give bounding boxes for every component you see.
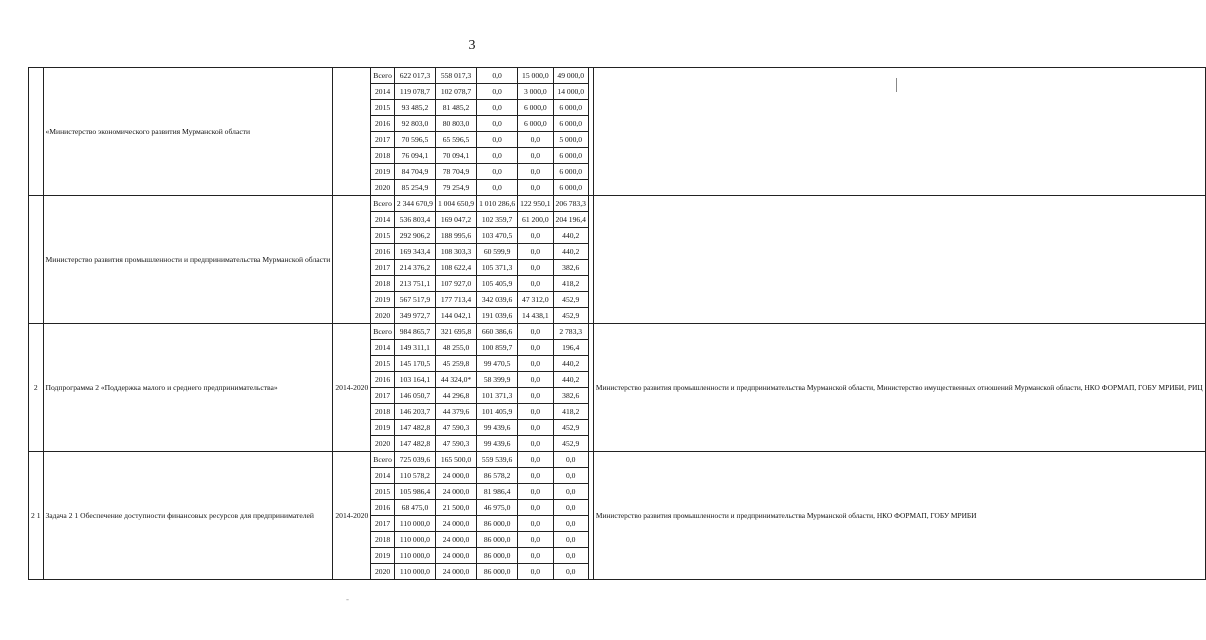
amount-cell: 292 906,2 xyxy=(394,228,435,244)
amount-cell: 84 704,9 xyxy=(394,164,435,180)
amount-cell: 452,9 xyxy=(553,308,588,324)
amount-cell: 47 590,3 xyxy=(435,420,476,436)
amount-cell: 21 500,0 xyxy=(435,500,476,516)
amount-cell: 0,0 xyxy=(518,548,553,564)
amount-cell: 559 539,6 xyxy=(477,452,518,468)
year-cell: 2015 xyxy=(371,100,395,116)
amount-cell: 44 324,0* xyxy=(435,372,476,388)
amount-cell: 0,0 xyxy=(553,564,588,580)
section-index xyxy=(29,68,44,196)
amount-cell: 103 164,1 xyxy=(394,372,435,388)
amount-cell: 0,0 xyxy=(553,548,588,564)
amount-cell: 0,0 xyxy=(518,516,553,532)
amount-cell: 0,0 xyxy=(477,100,518,116)
year-cell: 2014 xyxy=(371,212,395,228)
amount-cell: 349 972,7 xyxy=(394,308,435,324)
amount-cell: 49 000,0 xyxy=(553,68,588,84)
amount-cell: 110 000,0 xyxy=(394,532,435,548)
year-cell: 2017 xyxy=(371,260,395,276)
amount-cell: 214 376,2 xyxy=(394,260,435,276)
amount-cell: 6 000,0 xyxy=(553,100,588,116)
amount-cell: 46 975,0 xyxy=(477,500,518,516)
amount-cell: 0,0 xyxy=(477,180,518,196)
amount-cell: 81 485,2 xyxy=(435,100,476,116)
amount-cell: 165 500,0 xyxy=(435,452,476,468)
amount-cell: 101 405,9 xyxy=(477,404,518,420)
amount-cell: 0,0 xyxy=(477,116,518,132)
amount-cell: 0,0 xyxy=(518,148,553,164)
amount-cell: 93 485,2 xyxy=(394,100,435,116)
amount-cell: 558 017,3 xyxy=(435,68,476,84)
year-cell: 2019 xyxy=(371,164,395,180)
section-index xyxy=(29,196,44,324)
amount-cell: 0,0 xyxy=(518,276,553,292)
amount-cell: 0,0 xyxy=(553,516,588,532)
amount-cell: 147 482,8 xyxy=(394,436,435,452)
amount-cell: 3 000,0 xyxy=(518,84,553,100)
year-cell: 2020 xyxy=(371,564,395,580)
amount-cell: 0,0 xyxy=(553,500,588,516)
amount-cell: 204 196,4 xyxy=(553,212,588,228)
amount-cell: 14 438,1 xyxy=(518,308,553,324)
amount-cell: 99 439,6 xyxy=(477,420,518,436)
amount-cell: 725 039,6 xyxy=(394,452,435,468)
amount-cell: 79 254,9 xyxy=(435,180,476,196)
amount-cell: 102 359,7 xyxy=(477,212,518,228)
amount-cell: 65 596,5 xyxy=(435,132,476,148)
amount-cell: 76 094,1 xyxy=(394,148,435,164)
amount-cell: 0,0 xyxy=(518,452,553,468)
amount-cell: 145 170,5 xyxy=(394,356,435,372)
year-cell: 2014 xyxy=(371,84,395,100)
scan-top-mark xyxy=(672,0,712,3)
amount-cell: 99 470,5 xyxy=(477,356,518,372)
amount-cell: 119 078,7 xyxy=(394,84,435,100)
amount-cell: 86 000,0 xyxy=(477,548,518,564)
amount-cell: 144 042,1 xyxy=(435,308,476,324)
amount-cell: 0,0 xyxy=(518,564,553,580)
amount-cell: 440,2 xyxy=(553,356,588,372)
amount-cell: 44 296,8 xyxy=(435,388,476,404)
year-cell: 2017 xyxy=(371,516,395,532)
amount-cell: 0,0 xyxy=(553,468,588,484)
amount-cell: 191 039,6 xyxy=(477,308,518,324)
amount-cell: 440,2 xyxy=(553,244,588,260)
year-cell: 2014 xyxy=(371,340,395,356)
amount-cell: 6 000,0 xyxy=(553,148,588,164)
amount-cell: 24 000,0 xyxy=(435,516,476,532)
amount-cell: 0,0 xyxy=(518,356,553,372)
amount-cell: 15 000,0 xyxy=(518,68,553,84)
year-cell: Всего xyxy=(371,452,395,468)
section-period: 2014-2020 xyxy=(333,324,371,452)
table-row xyxy=(29,452,1206,468)
scan-speck: - xyxy=(346,594,349,604)
amount-cell: 418,2 xyxy=(553,404,588,420)
amount-cell: 45 259,8 xyxy=(435,356,476,372)
amount-cell: 110 000,0 xyxy=(394,516,435,532)
amount-cell: 452,9 xyxy=(553,292,588,308)
amount-cell: 452,9 xyxy=(553,420,588,436)
year-cell: 2020 xyxy=(371,308,395,324)
amount-cell: 24 000,0 xyxy=(435,564,476,580)
amount-cell: 78 704,9 xyxy=(435,164,476,180)
amount-cell: 108 303,3 xyxy=(435,244,476,260)
amount-cell: 342 039,6 xyxy=(477,292,518,308)
amount-cell: 0,0 xyxy=(553,452,588,468)
amount-cell: 2 783,3 xyxy=(553,324,588,340)
amount-cell: 146 203,7 xyxy=(394,404,435,420)
year-cell: 2014 xyxy=(371,468,395,484)
year-cell: 2017 xyxy=(371,132,395,148)
amount-cell: 0,0 xyxy=(518,420,553,436)
section-index: 2 1 xyxy=(29,452,44,580)
amount-cell: 0,0 xyxy=(518,132,553,148)
amount-cell: 70 094,1 xyxy=(435,148,476,164)
amount-cell: 0,0 xyxy=(518,436,553,452)
amount-cell: 177 713,4 xyxy=(435,292,476,308)
amount-cell: 0,0 xyxy=(553,484,588,500)
amount-cell: 0,0 xyxy=(518,404,553,420)
amount-cell: 0,0 xyxy=(477,132,518,148)
section-name: «Министерство экономического развития Мурманской области xyxy=(43,68,333,196)
section-name: Задача 2 1 Обеспечение доступности финансовых ресурсов для предпринимателей xyxy=(43,452,333,580)
amount-cell: 0,0 xyxy=(518,388,553,404)
amount-cell: 6 000,0 xyxy=(518,116,553,132)
amount-cell: 984 865,7 xyxy=(394,324,435,340)
section-index: 2 xyxy=(29,324,44,452)
amount-cell: 24 000,0 xyxy=(435,548,476,564)
amount-cell: 0,0 xyxy=(518,164,553,180)
amount-cell: 0,0 xyxy=(518,532,553,548)
year-cell: 2016 xyxy=(371,244,395,260)
amount-cell: 0,0 xyxy=(477,148,518,164)
year-cell: 2018 xyxy=(371,532,395,548)
amount-cell: 60 599,9 xyxy=(477,244,518,260)
amount-cell: 99 439,6 xyxy=(477,436,518,452)
amount-cell: 110 000,0 xyxy=(394,564,435,580)
year-cell: 2019 xyxy=(371,292,395,308)
responsible-executors xyxy=(593,196,1205,324)
amount-cell: 24 000,0 xyxy=(435,468,476,484)
amount-cell: 5 000,0 xyxy=(553,132,588,148)
amount-cell: 2 344 670,9 xyxy=(394,196,435,212)
amount-cell: 0,0 xyxy=(477,84,518,100)
amount-cell: 108 622,4 xyxy=(435,260,476,276)
amount-cell: 0,0 xyxy=(518,340,553,356)
year-cell: 2016 xyxy=(371,116,395,132)
year-cell: 2015 xyxy=(371,228,395,244)
amount-cell: 149 311,1 xyxy=(394,340,435,356)
amount-cell: 6 000,0 xyxy=(518,100,553,116)
amount-cell: 622 017,3 xyxy=(394,68,435,84)
section-period xyxy=(333,68,371,196)
amount-cell: 105 405,9 xyxy=(477,276,518,292)
page-number: 3 xyxy=(468,38,476,53)
amount-cell: 102 078,7 xyxy=(435,84,476,100)
responsible-executors xyxy=(593,68,1205,196)
amount-cell: 70 596,5 xyxy=(394,132,435,148)
amount-cell: 0,0 xyxy=(518,324,553,340)
amount-cell: 0,0 xyxy=(518,260,553,276)
amount-cell: 0,0 xyxy=(518,372,553,388)
amount-cell: 101 371,3 xyxy=(477,388,518,404)
table-row xyxy=(29,68,1206,84)
amount-cell: 382,6 xyxy=(553,388,588,404)
year-cell: 2019 xyxy=(371,548,395,564)
financing-table xyxy=(28,67,1206,580)
section-period xyxy=(333,196,371,324)
amount-cell: 68 475,0 xyxy=(394,500,435,516)
amount-cell: 110 578,2 xyxy=(394,468,435,484)
amount-cell: 418,2 xyxy=(553,276,588,292)
section-name: Министерство развития промышленности и предпринимательства Мурманской области xyxy=(43,196,333,324)
year-cell: 2020 xyxy=(371,436,395,452)
year-cell: 2019 xyxy=(371,420,395,436)
amount-cell: 213 751,1 xyxy=(394,276,435,292)
amount-cell: 6 000,0 xyxy=(553,116,588,132)
amount-cell: 169 343,4 xyxy=(394,244,435,260)
year-cell: 2018 xyxy=(371,404,395,420)
amount-cell: 660 386,6 xyxy=(477,324,518,340)
amount-cell: 1 004 650,9 xyxy=(435,196,476,212)
amount-cell: 0,0 xyxy=(518,180,553,196)
amount-cell: 81 986,4 xyxy=(477,484,518,500)
scan-top-mark xyxy=(440,0,446,3)
year-cell: 2020 xyxy=(371,180,395,196)
amount-cell: 0,0 xyxy=(518,244,553,260)
responsible-executors: Министерство развития промышленности и предпринимательства Мурманской области, Министерство имущественных отношений Мурманской области, НКО ФОРМАП, ГОБУ МРИБИ, РИЦ xyxy=(593,324,1205,452)
amount-cell: 48 255,0 xyxy=(435,340,476,356)
year-cell: 2018 xyxy=(371,148,395,164)
amount-cell: 105 986,4 xyxy=(394,484,435,500)
year-cell: 2016 xyxy=(371,500,395,516)
amount-cell: 110 000,0 xyxy=(394,548,435,564)
amount-cell: 47 312,0 xyxy=(518,292,553,308)
section-period: 2014-2020 xyxy=(333,452,371,580)
year-cell: Всего xyxy=(371,324,395,340)
amount-cell: 452,9 xyxy=(553,436,588,452)
amount-cell: 24 000,0 xyxy=(435,532,476,548)
amount-cell: 440,2 xyxy=(553,372,588,388)
amount-cell: 85 254,9 xyxy=(394,180,435,196)
amount-cell: 100 859,7 xyxy=(477,340,518,356)
amount-cell: 1 010 286,6 xyxy=(477,196,518,212)
year-cell: 2016 xyxy=(371,372,395,388)
amount-cell: 24 000,0 xyxy=(435,484,476,500)
amount-cell: 86 578,2 xyxy=(477,468,518,484)
amount-cell: 103 470,5 xyxy=(477,228,518,244)
year-cell: Всего xyxy=(371,196,395,212)
amount-cell: 86 000,0 xyxy=(477,516,518,532)
amount-cell: 0,0 xyxy=(553,532,588,548)
amount-cell: 206 783,3 xyxy=(553,196,588,212)
amount-cell: 122 950,1 xyxy=(518,196,553,212)
amount-cell: 80 803,0 xyxy=(435,116,476,132)
amount-cell: 6 000,0 xyxy=(553,164,588,180)
amount-cell: 44 379,6 xyxy=(435,404,476,420)
amount-cell: 61 200,0 xyxy=(518,212,553,228)
amount-cell: 0,0 xyxy=(518,484,553,500)
amount-cell: 105 371,3 xyxy=(477,260,518,276)
amount-cell: 169 047,2 xyxy=(435,212,476,228)
year-cell: 2015 xyxy=(371,484,395,500)
amount-cell: 321 695,8 xyxy=(435,324,476,340)
amount-cell: 107 927,0 xyxy=(435,276,476,292)
amount-cell: 6 000,0 xyxy=(553,180,588,196)
year-cell: 2018 xyxy=(371,276,395,292)
responsible-executors: Министерство развития промышленности и предпринимательства Мурманской области, НКО ФОРМАП, ГОБУ МРИБИ xyxy=(593,452,1205,580)
amount-cell: 92 803,0 xyxy=(394,116,435,132)
amount-cell: 0,0 xyxy=(477,68,518,84)
amount-cell: 536 803,4 xyxy=(394,212,435,228)
amount-cell: 146 050,7 xyxy=(394,388,435,404)
amount-cell: 86 000,0 xyxy=(477,564,518,580)
amount-cell: 58 399,9 xyxy=(477,372,518,388)
amount-cell: 147 482,8 xyxy=(394,420,435,436)
section-name: Подпрограмма 2 «Поддержка малого и среднего предпринимательства» xyxy=(43,324,333,452)
table-row xyxy=(29,196,1206,212)
amount-cell: 0,0 xyxy=(477,164,518,180)
year-cell: Всего xyxy=(371,68,395,84)
amount-cell: 188 995,6 xyxy=(435,228,476,244)
amount-cell: 14 000,0 xyxy=(553,84,588,100)
amount-cell: 567 517,9 xyxy=(394,292,435,308)
amount-cell: 47 590,3 xyxy=(435,436,476,452)
amount-cell: 0,0 xyxy=(518,468,553,484)
table-row xyxy=(29,324,1206,340)
amount-cell: 86 000,0 xyxy=(477,532,518,548)
year-cell: 2015 xyxy=(371,356,395,372)
amount-cell: 0,0 xyxy=(518,228,553,244)
amount-cell: 440,2 xyxy=(553,228,588,244)
amount-cell: 196,4 xyxy=(553,340,588,356)
amount-cell: 382,6 xyxy=(553,260,588,276)
amount-cell: 0,0 xyxy=(518,500,553,516)
year-cell: 2017 xyxy=(371,388,395,404)
